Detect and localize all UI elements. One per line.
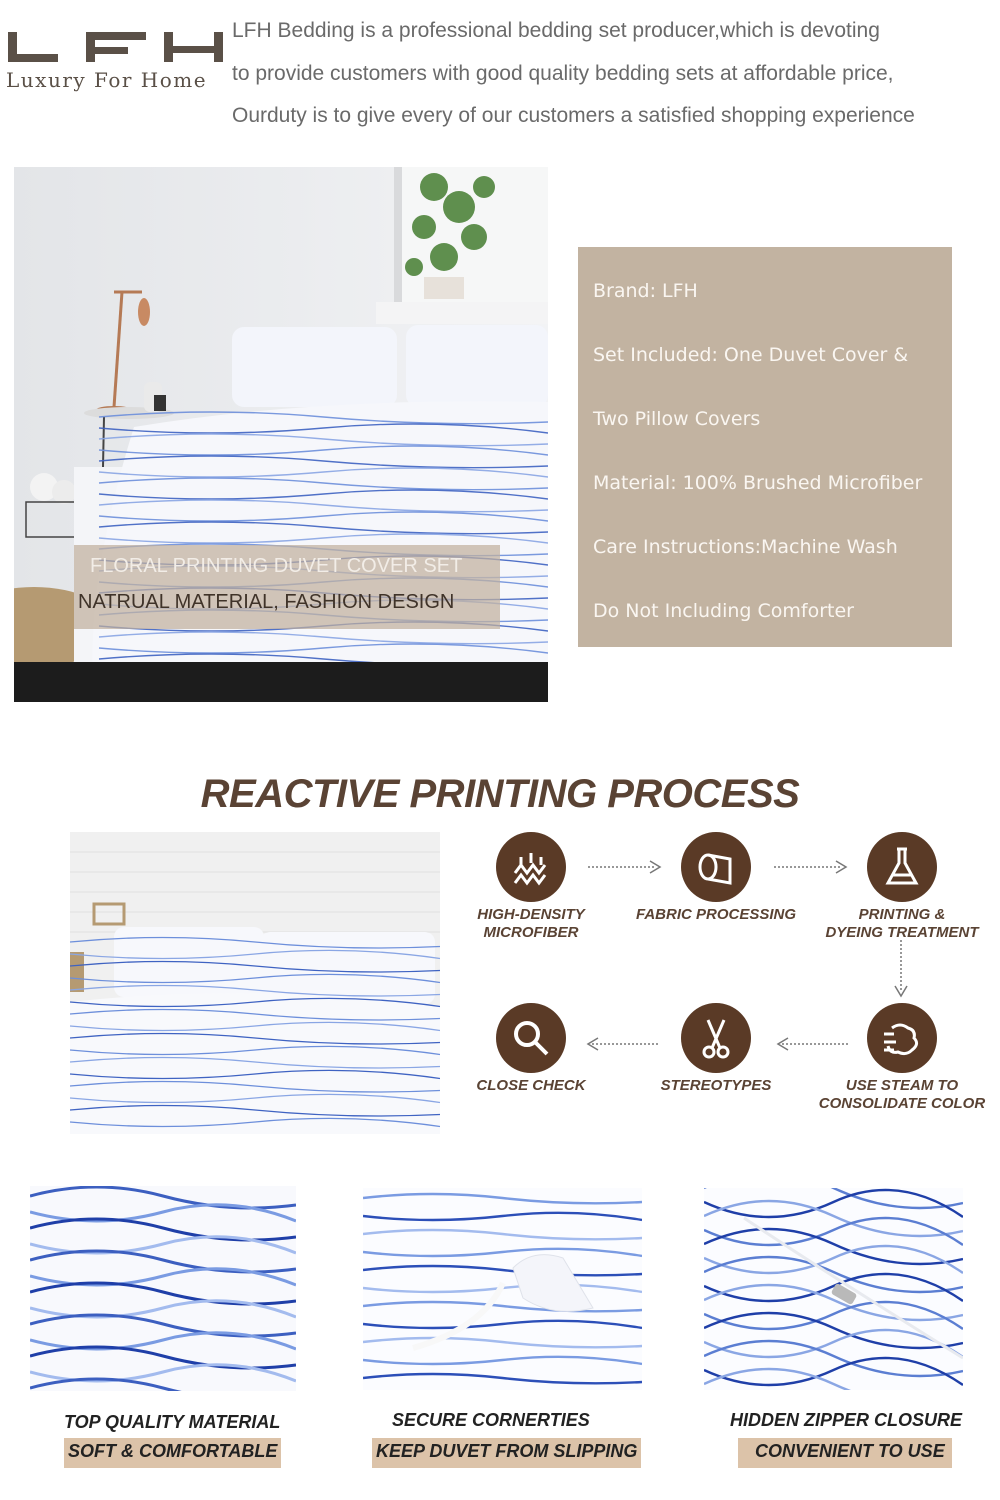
- steam-icon: [867, 1003, 937, 1073]
- intro-line: to provide customers with good quality bedding sets at affordable price,: [232, 61, 894, 85]
- feature-photo-material: [30, 1186, 296, 1391]
- process-step-fabric-processing: [626, 832, 806, 924]
- arrow-right-icon: [588, 860, 664, 874]
- scissors-icon: [681, 1003, 751, 1073]
- step-label: CONSOLIDATE COLOR: [818, 1095, 986, 1112]
- step-label: DYEING TREATMENT: [825, 924, 979, 941]
- fiber-icon: [496, 832, 566, 902]
- step-label: USE STEAM TO: [845, 1077, 959, 1094]
- spec-brand: Brand: LFH: [593, 280, 698, 302]
- spec-set-included: Set Included: One Duvet Cover &: [593, 344, 909, 366]
- feature-title: TOP QUALITY MATERIAL: [64, 1412, 281, 1432]
- hero-caption-subtitle: NATRUAL MATERIAL, FASHION DESIGN: [78, 591, 455, 613]
- magnifier-icon: [496, 1003, 566, 1073]
- spec-set-included-cont: Two Pillow Covers: [593, 408, 761, 430]
- step-label: MICROFIBER: [483, 924, 579, 941]
- intro-text: [232, 10, 992, 138]
- feature-badge: CONVENIENT TO USE: [738, 1438, 952, 1468]
- logo-letters: [6, 30, 224, 66]
- hero-caption: [74, 545, 500, 629]
- logo-tagline: Luxury For Home: [6, 68, 208, 92]
- feature-photo-corner-ties: [363, 1188, 642, 1390]
- intro-line: Ourduty is to give every of our customers a satisfied shopping experience: [232, 104, 915, 127]
- step-label: CLOSE CHECK: [476, 1077, 586, 1094]
- feature-title: SECURE CORNERTIES: [392, 1410, 590, 1430]
- hero-bedroom-photo: [14, 167, 548, 702]
- step-label: FABRIC PROCESSING: [635, 906, 797, 923]
- step-label: PRINTING &: [858, 906, 946, 923]
- arrow-down-icon: [894, 940, 908, 998]
- spec-care: Care Instructions:Machine Wash: [593, 536, 898, 558]
- fabric-roll-icon: [681, 832, 751, 902]
- step-label: HIGH-DENSITY: [477, 906, 585, 923]
- spec-material: Material: 100% Brushed Microfiber: [593, 472, 923, 494]
- feature-title: HIDDEN ZIPPER CLOSURE: [730, 1410, 963, 1430]
- process-bed-photo: [70, 832, 440, 1134]
- feature-photo-zipper: [704, 1188, 963, 1390]
- feature-badge: SOFT & COMFORTABLE: [64, 1438, 281, 1468]
- flask-icon: [867, 832, 937, 902]
- spec-note: Do Not Including Comforter: [593, 600, 854, 622]
- process-step-steam: [812, 1003, 992, 1113]
- step-label: STEREOTYPES: [660, 1077, 772, 1094]
- process-step-printing-dyeing: [812, 832, 992, 942]
- feature-badge: KEEP DUVET FROM SLIPPING: [372, 1438, 641, 1468]
- hero-caption-title: FLORAL PRINTING DUVET COVER SET: [90, 555, 463, 577]
- arrow-left-icon: [774, 1037, 850, 1051]
- brand-logo: [6, 30, 224, 100]
- intro-line: LFH Bedding is a professional bedding set producer,which is devoting: [232, 19, 880, 42]
- process-title: REACTIVE PRINTING PROCESS: [200, 772, 800, 816]
- process-step-high-density-microfiber: [441, 832, 621, 942]
- arrow-right-icon: [774, 860, 850, 874]
- arrow-left-icon: [584, 1037, 660, 1051]
- spec-panel: [578, 247, 952, 647]
